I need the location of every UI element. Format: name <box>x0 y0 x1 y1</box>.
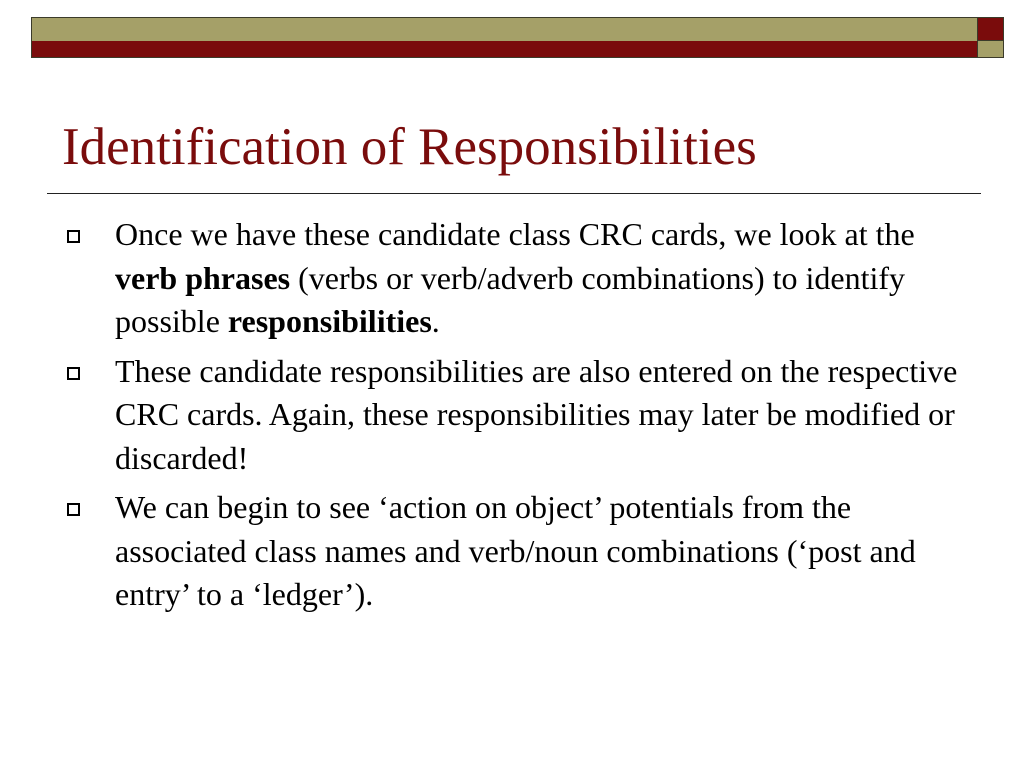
bullet-list <box>62 213 962 623</box>
bullet-text: (verbs or verb/adverb combinations) to identify possible <box>115 259 906 339</box>
bullet-item <box>62 486 962 617</box>
hollow-square-bullet-icon <box>67 367 80 380</box>
header-olive-square <box>977 41 1004 58</box>
slide-title: Identification of Responsibilities <box>62 118 757 176</box>
header-maroon-square <box>977 17 1004 41</box>
header-maroon-bar <box>31 41 978 58</box>
bullet-item <box>62 213 962 344</box>
hollow-square-bullet-icon <box>67 503 80 516</box>
title-divider <box>47 193 981 194</box>
header-olive-bar <box>31 17 978 42</box>
bullet-text: We can begin to see ‘action on object’ potentials from the associated class names and verb/noun combinations (‘post and entry’ to a ‘ledger’). <box>115 489 916 612</box>
bullet-item <box>62 350 962 481</box>
bullet-text: . <box>431 303 440 339</box>
bullet-bold-text: responsibilities <box>227 303 432 339</box>
hollow-square-bullet-icon <box>67 230 80 243</box>
bullet-text: These candidate responsibilities are also entered on the respective CRC cards. Again, these responsibilities may later be modified or discarded! <box>115 352 958 476</box>
bullet-bold-text: verb phrases <box>115 259 291 296</box>
bullet-text: Once we have these candidate class CRC cards, we look at the <box>115 216 915 252</box>
